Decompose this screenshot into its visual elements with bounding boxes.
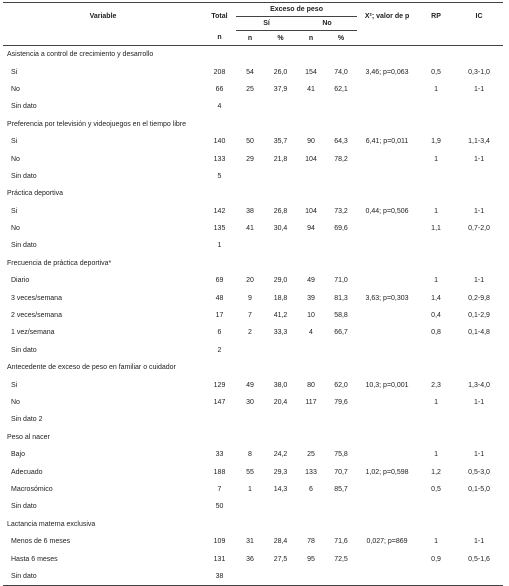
cell-si-pct: 29,0 — [273, 277, 288, 285]
cell-ic — [455, 568, 503, 586]
cell-si-pct: 29,3 — [273, 468, 288, 476]
cell-si-pct: 33,3 — [273, 329, 288, 337]
cell-total-n: 38 — [203, 568, 236, 586]
cell-chi-p — [357, 394, 417, 411]
cell-total-n: 5 — [217, 172, 222, 180]
cell-si-pct: 30,4 — [273, 225, 288, 233]
cell-chi-p: 6,41; p=0,011 — [365, 138, 409, 146]
group-header-row — [3, 516, 503, 533]
group-title: Práctica deportiva — [7, 190, 64, 198]
cell-no-pct: 70,7 — [334, 468, 348, 476]
cell-no-pct: 58,8 — [334, 312, 348, 320]
cell-no-n: 6 — [309, 485, 313, 493]
table-row — [3, 237, 503, 254]
cell-ic: 1-1 — [473, 155, 485, 163]
table-row — [3, 550, 503, 567]
cell-category: Sin dato — [11, 103, 37, 111]
cell-si-n: 54 — [246, 68, 254, 76]
cell-rp — [417, 237, 455, 254]
cell-si-n: 9 — [248, 294, 252, 302]
cell-ic: 0,1-5,0 — [468, 485, 490, 493]
group-title: Frecuencia de práctica deportiva* — [7, 259, 112, 267]
cell-chi-p — [357, 481, 417, 498]
header-si: Sí — [236, 17, 297, 31]
cell-no-pct: 79,6 — [334, 399, 348, 406]
cell-no-n: 80 — [307, 381, 315, 389]
results-table — [3, 2, 503, 586]
cell-category: Sin dato — [11, 172, 37, 180]
cell-ic: 0,2-9,8 — [468, 294, 490, 302]
cell-category: No — [11, 399, 20, 406]
cell-si-pct — [264, 98, 297, 115]
cell-no-n: 41 — [307, 85, 315, 93]
table-header — [3, 3, 503, 46]
cell-category: No — [11, 85, 20, 93]
cell-no-pct — [325, 568, 357, 586]
cell-rp: 0,5 — [431, 68, 441, 76]
cell-no-pct: 74,0 — [334, 68, 348, 76]
cell-si-n: 25 — [246, 85, 254, 93]
cell-total-n: 66 — [215, 85, 224, 93]
cell-si-n: 29 — [246, 155, 254, 163]
table-row — [3, 411, 503, 428]
cell-no-pct: 62,0 — [334, 381, 348, 389]
cell-ic — [455, 498, 503, 515]
cell-si-n: 8 — [248, 451, 252, 459]
cell-ic — [455, 411, 503, 428]
cell-total-n: 140 — [213, 138, 226, 146]
cell-chi-p — [357, 220, 417, 237]
table-row — [3, 481, 503, 498]
cell-category: Diario — [11, 277, 30, 285]
header-units-rp — [417, 31, 455, 46]
cell-chi-p: 3,46; p=0,063 — [365, 68, 409, 76]
group-header-row — [3, 429, 503, 446]
cell-chi-p — [357, 150, 417, 167]
cell-category: Bajo — [11, 451, 26, 459]
table-row — [3, 568, 503, 586]
cell-category: Macrosómico — [11, 485, 53, 493]
cell-si-n — [236, 342, 264, 359]
cell-si-n: 55 — [246, 468, 254, 476]
cell-category: Si — [11, 138, 18, 146]
cell-si-n: 2 — [248, 329, 252, 337]
cell-no-pct — [325, 168, 357, 185]
cell-rp — [417, 98, 455, 115]
cell-rp — [417, 168, 455, 185]
cell-ic — [455, 168, 503, 185]
cell-si-pct: 37,9 — [273, 85, 288, 93]
cell-total-n: 50 — [215, 503, 224, 511]
cell-rp: 0,9 — [431, 555, 441, 563]
cell-no-n: 104 — [305, 155, 317, 163]
cell-category: Hasta 6 meses — [11, 555, 58, 563]
cell-si-n: 30 — [246, 399, 254, 406]
cell-si-pct — [264, 411, 297, 428]
cell-rp: 1 — [434, 399, 438, 406]
header-variable: Variable — [89, 13, 117, 21]
table-row — [3, 342, 503, 359]
cell-total-n: 6 — [217, 329, 222, 337]
cell-si-pct: 26,8 — [273, 207, 288, 215]
table-row — [3, 324, 503, 341]
cell-no-pct: 85,7 — [334, 485, 348, 493]
cell-rp: 0,8 — [431, 329, 441, 337]
cell-no-n — [297, 168, 325, 185]
group-header-row — [3, 255, 503, 272]
cell-total-n: 188 — [213, 468, 226, 476]
cell-ic: 0,5-3,0 — [468, 468, 490, 476]
table-row — [3, 446, 503, 463]
cell-ic — [455, 98, 503, 115]
cell-rp: 0,5 — [431, 485, 441, 493]
cell-rp: 1 — [434, 277, 438, 285]
cell-total-n: 7 — [217, 485, 222, 493]
table-row — [3, 463, 503, 480]
cell-ic: 1-1 — [473, 207, 485, 215]
table-row — [3, 63, 503, 80]
header-chi-square: X²; valor de p — [364, 13, 410, 21]
cell-si-pct: 18,8 — [273, 294, 288, 302]
cell-rp: 1,9 — [431, 138, 441, 146]
cell-category: 3 veces/semana — [11, 294, 62, 302]
cell-si-n: 38 — [246, 207, 254, 215]
cell-no-n — [297, 342, 325, 359]
cell-no-pct: 64,3 — [334, 138, 348, 146]
cell-total-n: 129 — [213, 381, 226, 389]
cell-no-pct — [325, 342, 357, 359]
cell-total-n: 2 — [217, 346, 222, 354]
cell-chi-p — [357, 550, 417, 567]
cell-rp: 1 — [434, 155, 438, 163]
table-row — [3, 168, 503, 185]
cell-chi-p — [357, 237, 417, 254]
cell-chi-p: 0,44; p=0,506 — [365, 207, 409, 215]
cell-si-n — [236, 168, 264, 185]
cell-total-n: 1 — [217, 242, 222, 250]
cell-no-n: 117 — [305, 399, 317, 406]
cell-si-pct: 28,4 — [273, 538, 288, 546]
table-row — [3, 220, 503, 237]
header-units-no-n: n — [297, 31, 325, 46]
cell-chi-p — [357, 411, 417, 428]
cell-no-n — [297, 237, 325, 254]
cell-si-pct: 14,3 — [273, 485, 288, 493]
cell-si-n: 50 — [246, 138, 254, 146]
cell-rp: 1 — [434, 451, 438, 459]
cell-no-pct: 62,1 — [334, 85, 348, 93]
cell-si-n: 7 — [248, 312, 252, 320]
group-header-row — [3, 185, 503, 202]
cell-si-pct: 35,7 — [273, 138, 288, 146]
cell-chi-p — [357, 272, 417, 289]
group-title: Preferencia por televisión y videojuegos en el tiempo libre — [7, 120, 186, 128]
cell-no-n — [297, 568, 325, 586]
table-row — [3, 307, 503, 324]
cell-si-n: 36 — [246, 555, 254, 563]
cell-si-n — [236, 237, 264, 254]
cell-ic: 1-1 — [473, 277, 485, 285]
cell-rp: 1 — [434, 85, 438, 93]
cell-no-n: 49 — [307, 277, 315, 285]
cell-no-n: 95 — [307, 555, 315, 563]
cell-chi-p: 3,63; p=0,303 — [365, 294, 409, 302]
cell-total-n: 131 — [213, 555, 226, 563]
header-ic: IC — [475, 13, 483, 21]
cell-no-n — [297, 411, 325, 428]
cell-total-n: 133 — [213, 155, 226, 163]
group-header-row — [3, 46, 503, 64]
header-units-si-n: n — [236, 31, 264, 46]
header-units-no-pct: % — [325, 31, 357, 46]
cell-si-n: 20 — [246, 277, 254, 285]
cell-si-pct: 41,2 — [273, 312, 288, 320]
cell-rp: 1,2 — [431, 468, 441, 476]
cell-category: 1 vez/semana — [11, 329, 55, 337]
cell-no-pct — [325, 411, 357, 428]
table-row — [3, 203, 503, 220]
cell-rp: 1,1 — [431, 225, 441, 233]
cell-rp — [417, 498, 455, 515]
header-no: No — [297, 17, 357, 31]
table-row — [3, 272, 503, 289]
cell-no-pct: 71,6 — [334, 538, 348, 546]
cell-category: No — [11, 155, 20, 163]
cell-chi-p — [357, 324, 417, 341]
cell-si-n: 49 — [246, 381, 254, 389]
table-row — [3, 98, 503, 115]
cell-chi-p — [357, 307, 417, 324]
cell-total-n: 69 — [215, 277, 224, 285]
cell-si-pct: 20,4 — [273, 399, 288, 406]
group-title: Asistencia a control de crecimiento y desarrollo — [7, 51, 154, 59]
table-body — [3, 46, 503, 586]
cell-chi-p — [357, 98, 417, 115]
cell-si-n — [236, 568, 264, 586]
cell-chi-p — [357, 342, 417, 359]
cell-ic: 1-1 — [473, 399, 485, 406]
table-row — [3, 81, 503, 98]
cell-si-n — [236, 498, 264, 515]
cell-total-n: 142 — [213, 207, 226, 215]
cell-category: 2 veces/semana — [11, 312, 62, 320]
cell-no-n: 25 — [307, 451, 315, 459]
cell-ic: 0,1-4,8 — [468, 329, 490, 337]
cell-si-n: 41 — [246, 225, 254, 233]
cell-chi-p — [357, 498, 417, 515]
cell-category: Sin dato — [11, 346, 37, 354]
cell-rp — [417, 568, 455, 586]
cell-ic: 0,3-1,0 — [468, 68, 490, 76]
cell-ic: 1,3-4,0 — [468, 381, 490, 389]
table-row — [3, 133, 503, 150]
cell-chi-p — [357, 568, 417, 586]
cell-si-n: 1 — [248, 485, 252, 493]
cell-rp: 0,4 — [431, 312, 441, 320]
cell-no-n — [297, 98, 325, 115]
cell-total-n: 48 — [215, 294, 224, 302]
table-row — [3, 289, 503, 306]
cell-si-pct: 21,8 — [273, 155, 288, 163]
cell-ic — [455, 342, 503, 359]
cell-ic: 0,7-2,0 — [468, 225, 490, 233]
cell-no-n: 133 — [305, 468, 317, 476]
cell-no-pct: 69,6 — [334, 225, 348, 233]
cell-ic: 1-1 — [473, 85, 485, 93]
table-row — [3, 150, 503, 167]
cell-total-n — [203, 411, 236, 428]
cell-si-pct — [264, 498, 297, 515]
cell-no-pct: 81,3 — [334, 294, 348, 302]
table-row — [3, 394, 503, 411]
cell-category: Adecuado — [11, 468, 43, 476]
cell-no-pct: 66,7 — [334, 329, 348, 337]
cell-si-pct: 24,2 — [273, 451, 288, 459]
table-row — [3, 376, 503, 393]
cell-si-pct — [264, 568, 297, 586]
cell-si-pct — [264, 237, 297, 254]
header-rp: RP — [431, 13, 441, 21]
cell-chi-p: 1,02; p=0,598 — [365, 468, 409, 476]
cell-no-pct — [325, 237, 357, 254]
cell-no-pct: 78,2 — [334, 155, 348, 163]
cell-no-n: 154 — [305, 68, 317, 76]
cell-category: Si — [11, 207, 18, 215]
cell-si-n — [236, 98, 264, 115]
header-exceso-de-peso: Exceso de peso — [236, 3, 357, 17]
cell-category: Sin dato 2 — [11, 416, 43, 424]
cell-si-pct — [264, 342, 297, 359]
cell-ic — [455, 237, 503, 254]
cell-category: Menos de 6 meses — [11, 538, 71, 546]
cell-no-pct: 73,2 — [334, 207, 348, 215]
cell-chi-p — [357, 446, 417, 463]
cell-si-pct: 27,5 — [273, 555, 288, 563]
cell-category: Si — [11, 68, 18, 76]
header-total: Total — [211, 13, 228, 21]
cell-total-n: 4 — [217, 103, 222, 111]
cell-total-n: 33 — [215, 451, 224, 459]
cell-total-n: 147 — [213, 399, 226, 406]
cell-category: No — [11, 225, 20, 233]
cell-no-n: 10 — [307, 312, 315, 320]
cell-no-n: 39 — [307, 294, 315, 302]
cell-category: Sin dato — [3, 568, 203, 586]
cell-chi-p — [357, 81, 417, 98]
cell-rp: 1 — [434, 207, 438, 215]
header-units-total-n: n — [203, 31, 236, 46]
cell-rp — [417, 411, 455, 428]
cell-no-pct: 71,0 — [334, 277, 348, 285]
cell-ic: 0,1-2,9 — [468, 312, 490, 320]
cell-rp: 1,4 — [431, 294, 441, 302]
cell-category: Si — [11, 381, 18, 389]
cell-chi-p: 10,3; p=0,001 — [365, 381, 409, 389]
cell-ic: 0,5-1,6 — [468, 555, 490, 563]
cell-no-n: 94 — [307, 225, 315, 233]
cell-no-n: 78 — [307, 538, 315, 546]
group-header-row — [3, 359, 503, 376]
cell-total-n: 208 — [213, 68, 226, 76]
cell-no-pct: 75,8 — [334, 451, 348, 459]
cell-si-pct: 26,0 — [273, 68, 288, 76]
group-title: Lactancia materna exclusiva — [7, 520, 96, 528]
cell-ic: 1,1-3,4 — [468, 138, 490, 146]
cell-si-n: 31 — [246, 538, 254, 546]
cell-no-pct — [325, 98, 357, 115]
cell-no-n: 4 — [309, 329, 313, 337]
header-units-si-pct: % — [264, 31, 297, 46]
cell-total-n: 17 — [215, 312, 224, 320]
cell-rp: 1 — [434, 538, 438, 546]
cell-no-pct: 72,5 — [334, 555, 348, 563]
cell-no-n: 90 — [307, 138, 315, 146]
cell-total-n: 135 — [213, 225, 226, 233]
group-header-row — [3, 116, 503, 133]
cell-category: Sin dato — [11, 242, 37, 250]
table-row — [3, 533, 503, 550]
cell-si-pct — [264, 168, 297, 185]
header-units-chi — [357, 31, 417, 46]
cell-no-n: 104 — [305, 207, 317, 215]
cell-si-pct: 38,0 — [273, 381, 288, 389]
header-units-variable — [3, 31, 203, 46]
cell-rp: 2,3 — [431, 381, 441, 389]
cell-no-n — [297, 498, 325, 515]
group-title: Antecedente de exceso de peso en familiar o cuidador — [7, 364, 176, 372]
header-units-ic — [455, 31, 503, 46]
table-row — [3, 498, 503, 515]
cell-si-n — [236, 411, 264, 428]
cell-ic: 1-1 — [473, 538, 485, 546]
group-title: Peso al nacer — [7, 433, 50, 441]
cell-total-n: 109 — [213, 538, 226, 546]
cell-ic: 1-1 — [473, 451, 485, 459]
cell-no-pct — [325, 498, 357, 515]
cell-chi-p — [357, 168, 417, 185]
cell-category: Sin dato — [11, 503, 37, 511]
cell-rp — [417, 342, 455, 359]
cell-chi-p: 0,027; p=869 — [366, 538, 408, 546]
